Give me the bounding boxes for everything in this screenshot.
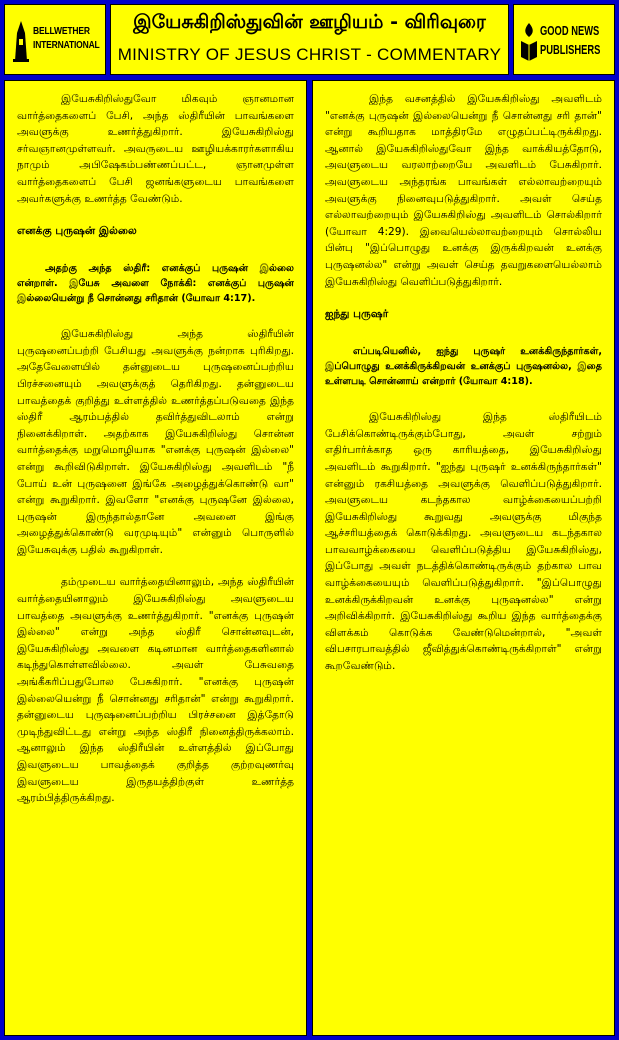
left-intro-paragraph: இயேசுகிறிஸ்துவோ மிகவும் ஞானமான வார்த்தைகளைப் பேசி, அந்த ஸ்திரீயின் பாவங்களை அவளுக்கு உணர்த்துகிறார். இயேசுகிறிஸ்து சர்வஞானமுள்ளவர். அவருடைய ஊழியக்காரர்களாகிய நாமும் அபிஷேகம்பண்ணப்பட்ட, ஞானமுள்ள வார்த்தைகளைப் பேசி ஜனங்களுடைய பாவங்களை அவர்களுக்கு உணர்த்த வேண்டும்.	[17, 93, 294, 205]
scripture-quote-john-4-18: எப்படியெனில், ஐந்து புருஷர் உனக்கிருந்தார்கள், இப்பொழுது உனக்கிருக்கிறவன் உனக்குப் புருஷனல்ல, இதை உள்ளபடி சொன்னாய் என்றார் (யோவா 4:18).	[325, 346, 602, 388]
page-title-english: MINISTRY OF JESUS CHRIST - COMMENTARY	[117, 45, 502, 64]
right-paragraph-1: இந்த வசனத்தில் இயேசுகிறிஸ்து அவளிடம் "எனக்கு புருஷன் இல்லையென்று நீ சொன்னது சரி தான்" என்று கூறியதாக மாத்திரமே எழுதப்பட்டிருக்கிறது. ஆனால் இயேசுகிறிஸ்துவோ இந்த வாக்கியத்தோடு, அவளுடைய வரலாற்றையே அவளிடம் பேசுகிறார். அவளுடைய அந்தரங்க பாவங்கள் எல்லாவற்றையும் அவளுக்கு நினைவுபடுத்துகிறார். அவள் செய்த எல்லாவற்றையும் இயேசுகிறிஸ்து அவளிடம் சொல்கிறார் (யோவா 4:29). இவையெல்லாவற்றையும் சொல்லிய பின்பு "இப்பொழுது உனக்கு இருக்கிறவன் உனக்கு புருஷனல்ல" என்று அவள் செய்த தவறுகளையெல்லாம் இயேசுகிறிஸ்து வெளிப்படுத்துகிறார்.	[325, 93, 602, 288]
bellwether-logo-box	[4, 4, 106, 75]
book-flame-icon	[520, 21, 538, 61]
good-news-line2: PUBLISHERS	[540, 42, 601, 57]
left-paragraph-1: இயேசுகிறிஸ்து அந்த ஸ்திரீயின் புருஷனைப்பற்றி பேசியது அவளுக்கு நன்றாக புரிகிறது. அதேவேளையில் தன்னுடைய புருஷனைப்பற்றிய பிரச்சனையும் அவளுக்குத் தெரிகிறது. தன்னுடைய பாவத்தைக் குறித்து உள்ளத்தில் உணர்த்தப்படுவதை இந்த ஸ்திரீ ஆரம்பத்தில் தவிர்த்துவிடலாம் என்று நினைக்கிறாள். அதற்காக இயேசுகிறிஸ்து சொன்ன வார்த்தைக்கு மறுமொழியாக "எனக்கு புருஷன் இல்லை" என்று கூறிவிடுகிறாள். இயேசுகிறிஸ்து அவளிடம் "நீ போய் உன் புருஷனை இங்கே அழைத்துக்கொண்டு வா" என்று கூறுகிறார். இவளோ "எனக்கு புருஷனே இல்லை, புருஷன் இருந்தால்தானே அவனை இங்கு அழைத்துக்கொண்டு வரமுடியும்" என்னும் பொருளில் இயேசுவுக்கு பதில் கூறுகிறாள்.	[17, 328, 294, 556]
bellwether-line2: INTERNATIONAL	[33, 40, 100, 51]
bellwether-logo-text	[33, 25, 100, 53]
right-column	[312, 80, 615, 1036]
good-news-line1: GOOD NEWS	[540, 23, 600, 38]
title-box	[110, 4, 509, 75]
bellwether-logo	[11, 19, 101, 63]
good-news-logo	[520, 19, 612, 63]
bellwether-line1: BELLWETHER	[33, 26, 90, 37]
page-title-tamil: இயேசுகிறிஸ்துவின் ஊழியம் - விரிவுரை	[133, 11, 486, 33]
left-paragraph-2: தம்முடைய வார்த்தையினாலும், அந்த ஸ்திரீயின் வார்த்தையினாலும் இயேசுகிறிஸ்து அவளுடைய பாவத்தை அவளுக்கு உணர்த்துகிறார். "எனக்கு புருஷன் இல்லை" என்று அந்த ஸ்திரீ சொன்னவுடன், இயேசுகிறிஸ்து அவளை கடினமான வார்த்தைகளினால் கடிந்துகொள்ளவில்லை. அவள் பேசுவதை அங்கீகரிப்பதுபோல பேசுகிறார். "எனக்கு புருஷன் இல்லையென்று நீ சொன்னது சரிதான்" என்று கூறுகிறார். தன்னுடைய புருஷனைப்பற்றிய பிரச்சனை இத்தோடு முடிந்துவிட்டது என்று அந்த ஸ்திரீ நினைத்திருக்கலாம். ஆனாலும் இந்த ஸ்திரீயின் உள்ளத்தில் இப்போது இவளுடைய பாவத்தைக் குறித்த குற்றவுணர்வு இவளுடைய இருதயத்திற்குள் உணர்த்த ஆரம்பித்திருக்கிறது.	[17, 576, 294, 805]
section-heading-five-husbands: ஐந்து புருஷர்	[325, 308, 389, 321]
good-news-logo-box	[513, 4, 615, 75]
left-column	[4, 80, 307, 1036]
section-heading-no-husband: எனக்கு புருஷன் இல்லை	[17, 225, 137, 238]
page-header	[2, 2, 617, 77]
scripture-quote-john-4-17: அதற்கு அந்த ஸ்திரீ: எனக்குப் புருஷன் இல்லை என்றாள். இயேசு அவளை நோக்கி: எனக்குப் புருஷன் இல்லையென்று நீ சொன்னது சரிதான் (யோவா 4:17).	[17, 263, 294, 305]
bell-tower-icon	[11, 19, 31, 63]
right-paragraph-2: இயேசுகிறிஸ்து இந்த ஸ்திரீயிடம் பேசிக்கொண்டிருக்கும்போது, அவள் சற்றும் எதிர்பார்க்காத ஒரு காரியத்தை, இயேசுகிறிஸ்து அவளிடம் கூறுகிறார். "ஐந்து புருஷர் உனக்கிருந்தார்கள்" என்னும் ரகசியத்தை அவளுக்கு வெளிப்படுத்துகிறார். அவளுடைய கடந்தகால வாழ்க்கையைப்பற்றி இயேசுகிறிஸ்து கூறுவது அவளுக்கு மிகுந்த ஆச்சரியத்தைக் கொடுக்கிறது. அவளுடைய கடந்தகால பாவவாழ்க்கையை வெளிப்படுத்திய இயேசுகிறிஸ்து, இப்போது அவள் நடத்திக்கொண்டிருக்கும் தற்கால பாவ வாழ்க்கையையும் வெளிப்படுத்துகிறார். "இப்பொழுது உனக்கிருக்கிறவன் உனக்கு புருஷனல்ல" என்று அறிவிக்கிறார். இயேசுகிறிஸ்து கூறிய இந்த வார்த்தைக்கு விளக்கம் கொடுக்க வேண்டுமென்றால், "அவள் விபசாரபாவத்தில் ஜீவித்துக்கொண்டிருக்கிறாள்" என்று கூறவேண்டும்.	[325, 411, 602, 673]
good-news-logo-text	[540, 21, 600, 59]
